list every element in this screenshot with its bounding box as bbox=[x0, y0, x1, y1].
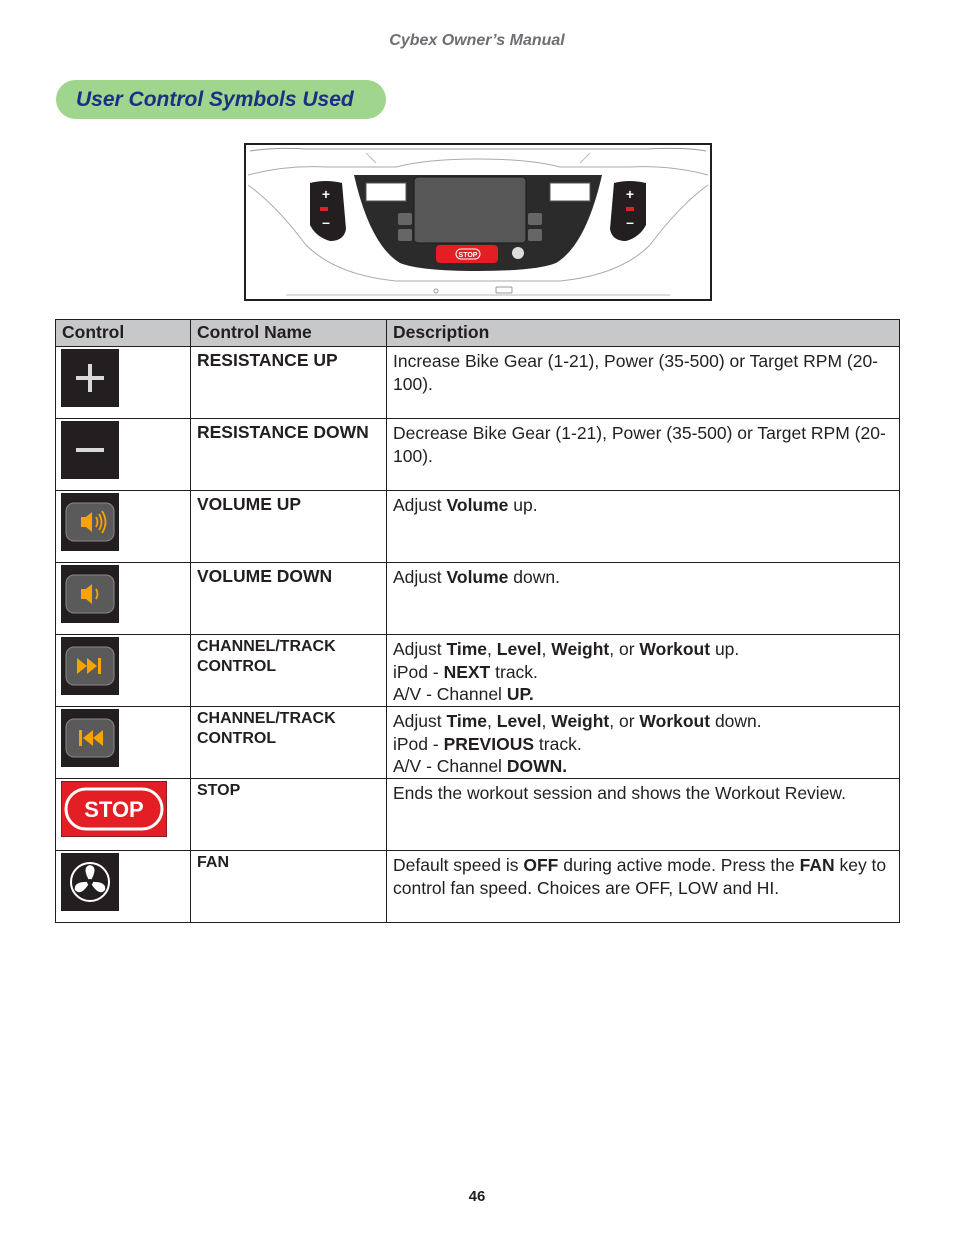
control-name-cell: RESISTANCE DOWN bbox=[191, 419, 387, 491]
description-text: Adjust bbox=[393, 639, 447, 659]
description-bold-term: Workout bbox=[639, 639, 711, 659]
svg-text:STOP: STOP bbox=[84, 797, 144, 822]
description-text: , or bbox=[609, 711, 640, 731]
description-text: down. bbox=[508, 567, 560, 587]
column-header-description: Description bbox=[387, 320, 900, 347]
description-bold-term: DOWN. bbox=[506, 756, 568, 776]
control-name-cell: FAN bbox=[191, 851, 387, 923]
description-cell bbox=[387, 419, 900, 491]
minus-icon bbox=[61, 421, 119, 479]
description-text: up. bbox=[508, 495, 538, 515]
description-bold-term: PREVIOUS bbox=[443, 733, 535, 754]
svg-text:STOP: STOP bbox=[458, 252, 478, 259]
control-cell bbox=[56, 347, 191, 419]
column-header-name: Control Name bbox=[191, 320, 387, 347]
description-text: track. bbox=[490, 661, 538, 682]
next-track-icon bbox=[61, 637, 119, 695]
description-text: , bbox=[541, 711, 552, 731]
description-bold-term: OFF bbox=[523, 855, 559, 875]
description-cell bbox=[387, 707, 900, 779]
control-name-cell: CHANNEL/TRACK CONTROL bbox=[191, 635, 387, 707]
table-row bbox=[56, 707, 900, 779]
control-name-cell: CHANNEL/TRACK CONTROL bbox=[191, 707, 387, 779]
description-bold-term: FAN bbox=[799, 855, 835, 875]
table-row bbox=[56, 563, 900, 635]
previous-track-icon bbox=[61, 709, 119, 767]
volume-up-icon bbox=[61, 493, 119, 551]
description-text: , bbox=[487, 711, 497, 731]
control-symbols-table bbox=[55, 319, 900, 923]
description-bold-term: Level bbox=[496, 639, 542, 659]
plus-icon bbox=[61, 349, 119, 407]
control-name-cell: VOLUME DOWN bbox=[191, 563, 387, 635]
description-text: Default speed is bbox=[393, 855, 524, 875]
column-header-control: Control bbox=[56, 320, 191, 347]
description-bold-term: Time bbox=[446, 639, 488, 659]
control-cell bbox=[56, 563, 191, 635]
description-text: , or bbox=[609, 639, 640, 659]
control-cell bbox=[56, 851, 191, 923]
console-diagram bbox=[244, 143, 712, 301]
description-cell bbox=[387, 347, 900, 419]
description-text: up. bbox=[710, 639, 740, 659]
description-text: A/V - Channel bbox=[393, 756, 507, 776]
description-bold-term: Volume bbox=[446, 567, 509, 587]
description-bold-term: UP. bbox=[506, 684, 534, 704]
description-text: , bbox=[487, 639, 497, 659]
description-text: down. bbox=[710, 711, 762, 731]
description-text: , bbox=[541, 639, 552, 659]
description-bold-term: Time bbox=[446, 711, 488, 731]
page-number: 46 bbox=[468, 1188, 486, 1205]
control-cell bbox=[56, 491, 191, 563]
control-cell bbox=[56, 707, 191, 779]
fan-icon bbox=[61, 853, 119, 911]
svg-text:+: + bbox=[321, 186, 331, 202]
control-cell bbox=[56, 419, 191, 491]
description-text: track. bbox=[534, 733, 582, 754]
control-name-cell: STOP bbox=[191, 779, 387, 851]
description-cell bbox=[387, 851, 900, 923]
svg-text:–: – bbox=[626, 214, 634, 230]
description-bold-term: Workout bbox=[639, 711, 711, 731]
description-cell bbox=[387, 635, 900, 707]
description-bold-term: Volume bbox=[446, 495, 509, 515]
control-name-cell: RESISTANCE UP bbox=[191, 347, 387, 419]
control-name-cell: VOLUME UP bbox=[191, 491, 387, 563]
description-text: during active mode. Press the bbox=[558, 855, 800, 875]
description-text: iPod - bbox=[393, 661, 444, 682]
description-text: Decrease Bike Gear (1-21), Power (35-500) or Target RPM (20-100). bbox=[393, 423, 886, 466]
description-bold-term: NEXT bbox=[443, 661, 491, 682]
table-row bbox=[56, 851, 900, 923]
description-text: key to control fan speed. Choices are OFF, LOW and HI. bbox=[393, 855, 887, 898]
svg-text:+: + bbox=[625, 186, 635, 202]
description-text: Ends the workout session and shows the Workout Review. bbox=[393, 783, 846, 803]
description-text: iPod - bbox=[393, 733, 444, 754]
description-cell bbox=[387, 491, 900, 563]
manual-title: Cybex Owner’s Manual bbox=[389, 32, 565, 49]
table-row bbox=[56, 419, 900, 491]
svg-text:–: – bbox=[322, 214, 330, 230]
description-text: Adjust bbox=[393, 711, 447, 731]
table-row bbox=[56, 347, 900, 419]
description-cell bbox=[387, 563, 900, 635]
description-text: A/V - Channel bbox=[393, 684, 507, 704]
description-bold-term: Weight bbox=[551, 711, 610, 731]
section-heading: User Control Symbols Used bbox=[56, 80, 386, 119]
table-row bbox=[56, 491, 900, 563]
description-bold-term: Weight bbox=[551, 639, 610, 659]
table-row bbox=[56, 779, 900, 851]
stop-icon bbox=[61, 781, 167, 837]
description-text: Increase Bike Gear (1-21), Power (35-500) or Target RPM (20-100). bbox=[393, 351, 879, 394]
description-text: Adjust bbox=[393, 495, 447, 515]
control-cell bbox=[56, 779, 191, 851]
table-row bbox=[56, 635, 900, 707]
volume-down-icon bbox=[61, 565, 119, 623]
table-header-row bbox=[56, 320, 900, 347]
description-cell bbox=[387, 779, 900, 851]
description-bold-term: Level bbox=[496, 711, 542, 731]
control-cell bbox=[56, 635, 191, 707]
description-text: Adjust bbox=[393, 567, 447, 587]
